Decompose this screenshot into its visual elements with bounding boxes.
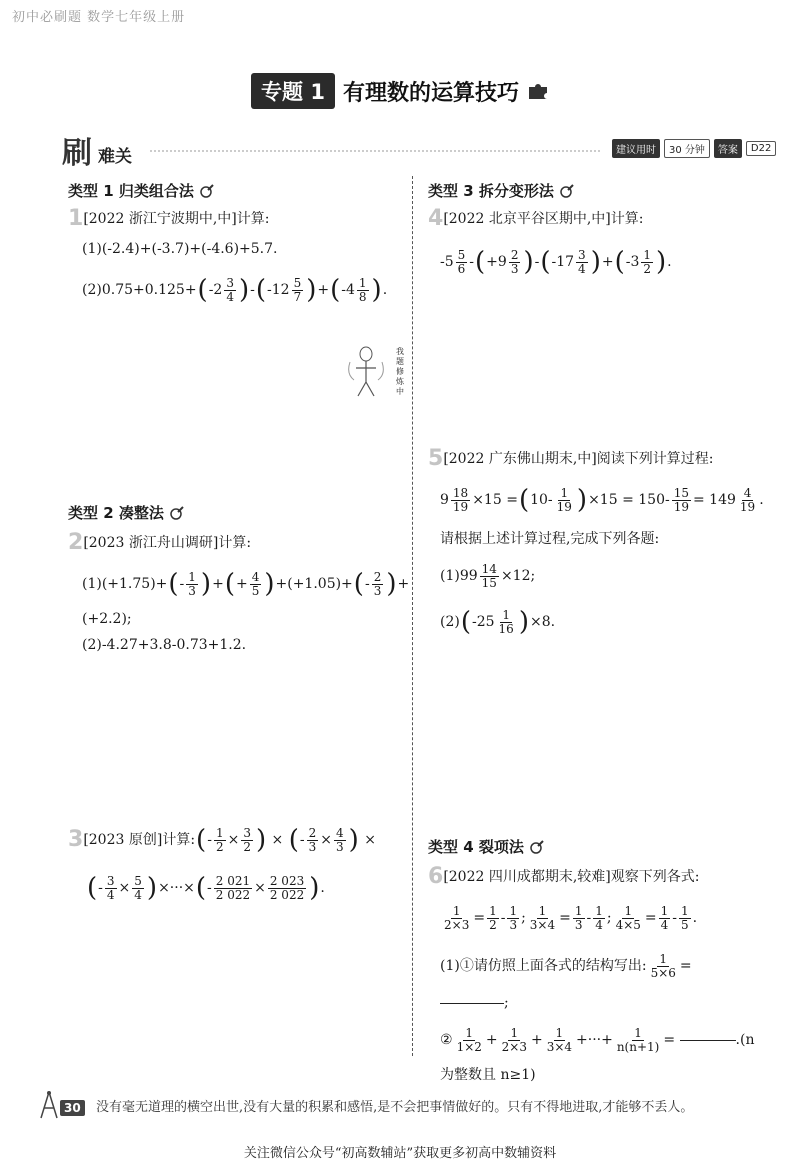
q1-source-text: [2022 浙江宁波期中,中]计算: [83,211,270,227]
chapter-title [0,72,800,110]
q1-p2-prefix: (2)0.75+0.125+ [82,282,197,298]
q1-frac-a: $\frac{3}{4}$ [226,275,234,304]
type-2-label: 类型 2 凑整法 [68,504,164,522]
q5-frac-e: $\frac{4}{19}$ [739,485,756,514]
column-divider [412,176,413,1056]
q2-frac-a: $\frac{1}{3}$ [188,569,196,598]
q6-part2-end: 为整数且 n≥1) [440,1067,536,1083]
q3-source-text: [2023 原创]计算: [83,832,196,848]
q2-source [68,530,252,555]
type-3-heading [428,180,574,201]
q2-part2: (2)-4.27+3.8-0.73+1.2. [82,637,247,653]
q4-b: +9 [486,254,507,270]
answer-blank[interactable] [440,1003,504,1004]
q6-number: 6 [428,864,444,889]
q4-d: -3 [625,254,640,270]
q1-part2: (2)0.75+0.125+ ( -2 $\frac{3}{4}$ ) - ( -12 $\frac{5}{7}$ ) + ( -4 $\frac{1}{8}$ ) . [82,275,388,305]
q3-frac-h: $\frac{2 023}{2 022}$ [269,873,305,902]
q5-frac-d: $\frac{15}{19}$ [673,485,689,514]
q1-p2-b: -12 [267,282,290,298]
q1-frac-b: $\frac{5}{7}$ [293,275,302,304]
q2-part1: (1)(+1.75)+ ( - $\frac{1}{3}$ ) + ( + $\frac{4}{5}$ ) +(+1.05)+ ( - $\frac{2}{3}$ ) + [82,569,410,599]
section-mark: 刷 [62,136,93,171]
type-2-heading [68,502,184,523]
pen-icon [200,184,214,198]
q1-p2-a: -2 [208,282,223,298]
q4-frac-a: $\frac{5}{6}$ [457,247,466,276]
answer-label: 答案 [714,139,742,158]
q5-instruction: 请根据上述计算过程,完成下列各题: [440,531,660,547]
q3-line2: ( - $\frac{3}{4}$ × $\frac{5}{4}$ ) ×···× ( - $\frac{2 021}{2 022}$ × $\frac{2 023}{2 022}$ ) . [87,873,325,903]
suggest-time: 30 分钟 [664,139,710,158]
q4-source-text: [2022 北京平谷区期中,中]计算: [443,211,644,227]
q2-number: 2 [68,530,84,555]
q4-a: -5 [440,254,454,270]
q1-frac-c: $\frac{1}{8}$ [358,275,367,304]
answer-blank[interactable] [680,1040,736,1041]
q3-frac-e: $\frac{3}{4}$ [106,873,115,902]
type-3-label: 类型 3 拆分变形法 [428,182,554,200]
pen-icon [170,506,184,520]
type-4-label: 类型 4 裂项法 [428,838,524,856]
q1-source [68,206,270,231]
topic-title: 有理数的运算技巧 [342,80,519,106]
compass-icon [38,1090,60,1120]
footer-quote: 没有毫无道理的横空出世,没有大量的积累和感悟,是不会把事情做好的。只有不得地进取,才能够不丢人。 [96,1100,694,1115]
type-1-label: 类型 1 归类组合法 [68,182,194,200]
type-1-heading [68,180,214,201]
q5-frac-a: $\frac{18}{19}$ [452,485,469,514]
q5-source-text: [2022 广东佛山期末,中]阅读下列计算过程: [443,451,714,467]
q3-line1: 3 [2023 原创]计算: ( - $\frac{1}{2}$ × $\frac{3}{2}$ ) × ( - $\frac{2}{3}$ × $\frac{4}{3}$ ) × [68,825,376,855]
q2-source-text: [2023 浙江舟山调研]计算: [83,535,252,551]
book-header: 初中必刷题 数学七年级上册 [12,10,186,25]
q1-p2-c: -4 [341,282,355,298]
svg-text:题: 题 [396,357,404,366]
q1-number: 1 [68,206,84,231]
q2-p1-prefix: (1)(+1.75)+ [82,576,168,592]
q3-frac-d: $\frac{4}{3}$ [336,825,344,854]
answer-page: D22 [746,141,776,156]
q4-frac-b: $\frac{2}{3}$ [510,247,519,276]
q4-c: -17 [551,254,575,270]
pen-icon [530,840,544,854]
q3-frac-b: $\frac{3}{2}$ [243,825,251,854]
q6-part1: (1)①请仿照上面各式的结构写出: $\frac{1}{5\times 6}$ = [440,951,692,980]
time-bar [612,139,776,158]
q2-frac-b: $\frac{4}{5}$ [251,569,260,598]
q5-p2-frac: $\frac{1}{16}$ [498,607,514,636]
q5-source [428,446,714,471]
q6-part2: ② $\frac{1}{1\times 2}$ + $\frac{1}{2\times 3}$ + $\frac{1}{3\times 4}$ +···+ $\frac{1}{n(n+1)}$ = .(n [440,1025,755,1054]
q5-part1: (1)99 $\frac{14}{15}$ ×12; [440,561,536,590]
footer-note: 关注微信公众号“初高数辅站”获取更多初高中数辅资料 [243,1146,557,1160]
section-rule [150,150,600,154]
pen-icon [560,184,574,198]
mascot-illustration [344,340,412,402]
q2-frac-c: $\frac{2}{3}$ [373,569,382,598]
q5-part2: (2) ( -25 $\frac{1}{16}$ ) ×8. [440,607,556,637]
q3-number: 3 [68,827,84,852]
q5-example: 9 $\frac{18}{19}$ ×15 = ( 10- $\frac{1}{19}$ ) ×15 = 150- $\frac{15}{19}$ = 149 $\frac{4}{19}$ . [440,485,764,515]
q2-p1-mid: +(+1.05)+ [275,576,353,592]
q6-part1-blank[interactable]: ; [440,994,509,1012]
q5-number: 5 [428,446,444,471]
q4-expression: -5 $\frac{5}{6}$ - ( +9 $\frac{2}{3}$ ) - ( -17 $\frac{3}{4}$ ) + ( -3 $\frac{1}{2}$ ) . [440,247,672,277]
q3-frac-a: $\frac{1}{2}$ [215,825,224,854]
page-number: 30 [60,1100,85,1116]
q5-p1-frac: $\frac{14}{15}$ [481,561,497,590]
q2-part1-end: (+2.2); [82,611,132,627]
q4-frac-c: $\frac{3}{4}$ [578,247,586,276]
svg-text:我: 我 [396,347,404,356]
q5-frac-c: $\frac{1}{19}$ [556,485,572,514]
q6-p1-frac: $\frac{1}{5\times 6}$ [650,951,676,980]
section-label: 难关 [98,147,132,167]
q4-source [428,206,644,231]
q4-number: 4 [428,206,444,231]
q3-frac-f: $\frac{5}{4}$ [134,873,142,902]
type-4-heading [428,836,544,857]
q6-examples: $\frac{1}{2\times 3}$ = $\frac{1}{2}$ - $\frac{1}{3}$ ; $\frac{1}{3\times 4}$ = $\frac{1}{3}$ - $\frac{1}{4}$ ; $\frac{1}{4\times 5}$ = $\frac{1}{4}$ - $\frac{1}{5}$ . [444,903,698,932]
topic-badge: 专题 1 [251,73,335,109]
suggest-label: 建议用时 [612,139,660,158]
puzzle-icon [527,81,549,101]
q6-source [428,864,700,889]
q3-frac-g: $\frac{2 021}{2 022}$ [215,873,251,902]
svg-text:修: 修 [396,367,404,376]
q1-part1: (1)(-2.4)+(-3.7)+(-4.6)+5.7. [82,241,278,257]
svg-text:中: 中 [396,387,404,396]
q6-source-text: [2022 四川成都期末,较难]观察下列各式: [443,869,700,885]
q4-frac-d: $\frac{1}{2}$ [643,247,652,276]
q3-frac-c: $\frac{2}{3}$ [308,825,317,854]
svg-text:炼: 炼 [396,377,404,386]
